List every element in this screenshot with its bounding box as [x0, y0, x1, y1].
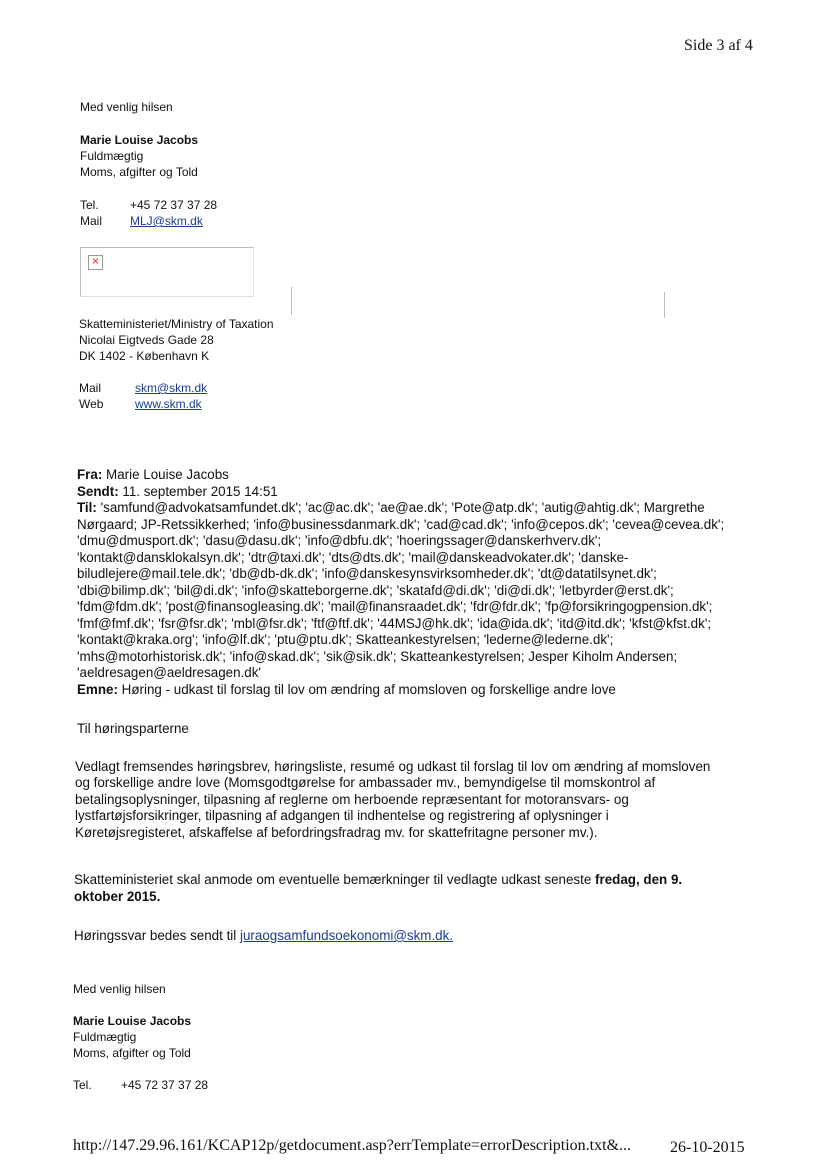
page-number: Side 3 af 4: [684, 37, 753, 54]
org-mail-link[interactable]: skm@skm.dk: [135, 381, 208, 395]
signature-department: Moms, afgifter og Told: [80, 165, 198, 179]
deadline-text: Skatteministeriet skal anmode om eventuelle bemærkninger til vedlagte udkast seneste: [74, 872, 592, 887]
to-recipients-line: 'aeldresagen@aeldresagen.dk': [77, 665, 261, 680]
to-recipients-line: 'dbi@bilimp.dk'; 'bil@di.dk'; 'info@skatteborgerne.dk'; 'skatafd@di.dk'; 'di@di.dk'; 'letbyrder@erst.dk';: [77, 583, 674, 598]
to-label: Til:: [77, 500, 97, 515]
from-label: Fra:: [77, 467, 103, 482]
sent-label: Sendt:: [77, 484, 119, 499]
org-name: Skatteministeriet/Ministry of Taxation: [79, 317, 274, 331]
reply-text: Høringssvar bedes sendt til: [74, 928, 237, 943]
org-web-link[interactable]: www.skm.dk: [135, 397, 202, 411]
body-line: Vedlagt fremsendes høringsbrev, høringsliste, resumé og udkast til forslag til lov om ændring af momsloven: [75, 759, 711, 774]
to-recipients-line: 'samfund@advokatsamfundet.dk'; 'ac@ac.dk'; 'ae@ae.dk'; 'Pote@atp.dk'; 'autig@ahtig.dk'; Margrethe: [100, 500, 705, 515]
sent-line: [77, 484, 278, 501]
body-line: betalingsoplysninger, tilpasning af reglerne om herboende repræsentant for motoransvars- og: [75, 792, 629, 807]
subject-label: Emne:: [77, 682, 118, 697]
from-line: [77, 467, 229, 484]
subject-line: [77, 682, 616, 699]
salutation: Til høringsparterne: [77, 721, 189, 736]
greeting: Med venlig hilsen: [80, 100, 173, 114]
to-recipients-line: 'kontakt@dansklokalsyn.dk'; 'dtr@taxi.dk'; 'dts@dts.dk'; 'mail@danskeadvokater.dk'; 'danske-: [77, 550, 629, 565]
signature-name: Marie Louise Jacobs: [80, 133, 199, 147]
logo-image-placeholder: [80, 247, 254, 297]
to-recipients-line: 'mhs@motorhistorisk.dk'; 'info@skad.dk'; 'sik@sik.dk'; Skatteankestyrelsen; Jesper Kiholm Andersen;: [77, 649, 678, 664]
tel-label: Tel.: [73, 1078, 92, 1092]
org-mail-label: Mail: [79, 381, 102, 395]
to-recipients-line: 'kontakt@kraka.org'; 'info@lf.dk'; 'ptu@ptu.dk'; Skatteankestyrelsen; 'lederne@lederne.dk';: [77, 632, 614, 647]
org-web-label: Web: [79, 397, 104, 411]
divider: [291, 287, 292, 315]
to-recipients-line: 'fdm@fdm.dk'; 'post@finansogleasing.dk'; 'mail@finansraadet.dk'; 'fdr@fdr.dk'; 'fp@forsikringogpension.dk';: [77, 599, 713, 614]
greeting: Med venlig hilsen: [73, 982, 166, 996]
reply-line: [74, 928, 453, 945]
to-recipients-line: Nørgaard; JP-Retssikkerhed; 'info@businessdanmark.dk'; 'cad@cad.dk'; 'info@cepos.dk'; 'cevea@cevea.dk';: [77, 517, 725, 532]
deadline-date: fredag, den 9.: [595, 872, 683, 887]
signature-title: Fuldmægtig: [80, 149, 144, 163]
from-value: Marie Louise Jacobs: [106, 467, 229, 482]
subject-value: Høring - udkast til forslag til lov om ændring af momsloven og forskellige andre love: [121, 682, 616, 697]
signature-department: Moms, afgifter og Told: [73, 1046, 191, 1060]
sent-value: 11. september 2015 14:51: [122, 484, 278, 499]
deadline-date-continued: oktober 2015.: [74, 889, 161, 904]
org-street: Nicolai Eigtveds Gade 28: [79, 333, 214, 347]
deadline-line: [74, 872, 682, 889]
tel-value: +45 72 37 37 28: [121, 1078, 209, 1092]
signature-title: Fuldmægtig: [73, 1030, 137, 1044]
body-line: lystfartøjsforsikringer, tilpasning af adgangen til indhentelse og registrering af oplysninger i: [75, 808, 609, 823]
signature-name: Marie Louise Jacobs: [73, 1014, 192, 1028]
divider: [664, 292, 665, 318]
body-line: og forskellige andre love (Momsgodtgørelse for ambassader mv., bemyndigelse til momskontrol af: [75, 775, 656, 790]
to-recipients-line: biludlejere@mail.tele.dk'; 'db@db-dk.dk'; 'info@danskesynsvirksomheder.dk'; 'dt@datatilsynet.dk';: [77, 566, 657, 581]
body-line: Køretøjsregisteret, afskaffelse af befordringsfradrag mv. for skattefritagne personer mv.).: [75, 825, 598, 840]
tel-label: Tel.: [80, 198, 99, 212]
org-city: DK 1402 - København K: [79, 349, 210, 363]
reply-email-link[interactable]: juraogsamfundsoekonomi@skm.dk.: [239, 928, 454, 943]
to-recipients-line: 'fmf@fmf.dk'; 'fsr@fsr.dk'; 'mbl@fsr.dk'; 'ftf@ftf.dk'; '44MSJ@hk.dk'; 'ida@ida.dk'; 'itd@itd.dk'; 'kfst@kfst.dk';: [77, 616, 712, 631]
to-recipients-line: 'dmu@dmusport.dk'; 'dasu@dasu.dk'; 'info@dbfu.dk'; 'hoeringssager@danskerhverv.dk';: [77, 533, 602, 548]
tel-value: +45 72 37 37 28: [130, 198, 218, 212]
to-line: [77, 500, 705, 517]
footer-url: http://147.29.96.161/KCAP12p/getdocument.asp?errTemplate=errorDescription.txt&...: [73, 1137, 632, 1154]
footer-date: 26-10-2015: [670, 1139, 745, 1156]
broken-image-icon: ×: [88, 255, 103, 270]
mail-label: Mail: [80, 214, 103, 228]
mail-link[interactable]: MLJ@skm.dk: [130, 214, 203, 228]
